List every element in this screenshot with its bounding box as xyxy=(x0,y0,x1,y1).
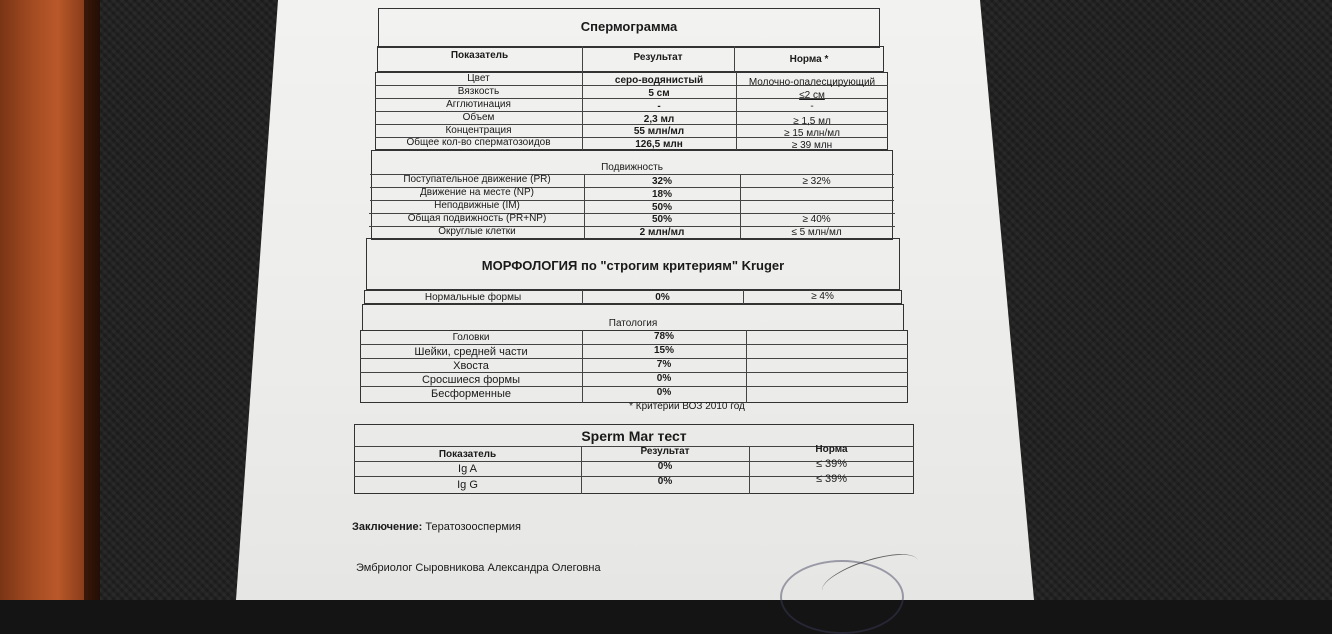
row-result: 126,5 млн xyxy=(635,139,683,150)
row-norm: ≥ 32% xyxy=(802,176,831,187)
row-norm: ≤ 39% xyxy=(815,473,848,485)
row-result: 15% xyxy=(653,345,674,356)
row-name: Концентрация xyxy=(445,125,512,136)
row-name: Хвоста xyxy=(453,360,489,372)
row-result: 0% xyxy=(655,292,670,303)
row-name: Нормальные формы xyxy=(424,292,522,303)
row-name: Сросшиеся формы xyxy=(421,374,521,386)
row-result: 50% xyxy=(651,202,672,213)
conclusion-label: Заключение: xyxy=(352,521,423,533)
row-name: Объем xyxy=(462,112,495,123)
row-result: 78% xyxy=(653,331,674,342)
row-result: 18% xyxy=(651,189,672,200)
row-norm: ≥ 15 млн/мл xyxy=(784,128,840,139)
row-norm: ≥ 39 млн xyxy=(791,140,833,151)
row-result: 2 млн/мл xyxy=(639,227,685,238)
row-norm: ≥ 4% xyxy=(811,291,834,302)
row-result: серо-водянистый xyxy=(614,75,704,86)
row-name: Вязкость xyxy=(457,86,500,97)
row-name: Бесформенные xyxy=(431,388,511,400)
morphology-title: МОРФОЛОГИЯ по "строгим критериям" Kruger xyxy=(481,258,785,273)
row-norm: ≤ 39% xyxy=(815,458,848,470)
mar-header-indicator: Показатель xyxy=(438,449,497,460)
mar-header-result: Результат xyxy=(640,446,690,457)
pathology-title: Патология xyxy=(608,318,658,329)
header-norm: Норма * xyxy=(789,54,829,65)
row-name: Ig A xyxy=(458,463,477,475)
row-norm: ≥ 40% xyxy=(802,214,831,225)
header-result: Результат xyxy=(633,52,683,63)
mar-test-title: Sperm Mar тест xyxy=(581,428,687,444)
row-name: Агглютинация xyxy=(446,99,511,110)
row-name: Округлые клетки xyxy=(438,226,516,237)
row-name: Движение на месте (NP) xyxy=(419,187,535,198)
row-result: 32% xyxy=(651,176,672,187)
row-norm: - xyxy=(810,101,814,112)
row-result: 0% xyxy=(657,476,673,487)
conclusion-line xyxy=(352,521,521,533)
row-name: Неподвижные (IM) xyxy=(434,200,520,211)
row-result: 2,3 мл xyxy=(643,114,675,125)
spermogram-title: Спермограмма xyxy=(580,19,678,34)
header-indicator: Показатель xyxy=(450,50,509,61)
row-name: Поступательное движение (PR) xyxy=(403,174,551,185)
row-result: 0% xyxy=(657,461,673,472)
embryologist-line: Эмбриолог Сыровникова Александра Олеговна xyxy=(356,562,601,574)
row-name: Шейки, средней части xyxy=(414,346,528,358)
row-result: - xyxy=(657,101,661,112)
row-result: 7% xyxy=(656,359,672,370)
conclusion-value: Тератозооспермия xyxy=(425,521,522,533)
row-result: 55 млн/мл xyxy=(633,126,685,137)
mar-header-norm: Норма xyxy=(815,444,848,455)
row-result: 0% xyxy=(656,373,672,384)
row-name: Общее кол-во сперматозоидов xyxy=(406,137,551,148)
row-name: Головки xyxy=(452,332,490,343)
row-norm: ≥ 1,5 мл xyxy=(793,116,831,127)
motility-title: Подвижность xyxy=(601,162,663,173)
row-name: Ig G xyxy=(457,479,478,491)
row-name: Общая подвижность (PR+NP) xyxy=(407,213,547,224)
row-name: Цвет xyxy=(467,73,490,84)
row-result: 0% xyxy=(656,387,672,398)
row-norm: ≤2 см xyxy=(799,90,825,101)
row-result: 5 см xyxy=(648,88,670,99)
row-norm: ≤ 5 млн/мл xyxy=(791,227,842,238)
row-result: 50% xyxy=(651,214,672,225)
row-norm: Молочно-опалесцирующий xyxy=(748,77,876,88)
who-footnote: * Критерии ВОЗ 2010 год xyxy=(629,401,745,412)
